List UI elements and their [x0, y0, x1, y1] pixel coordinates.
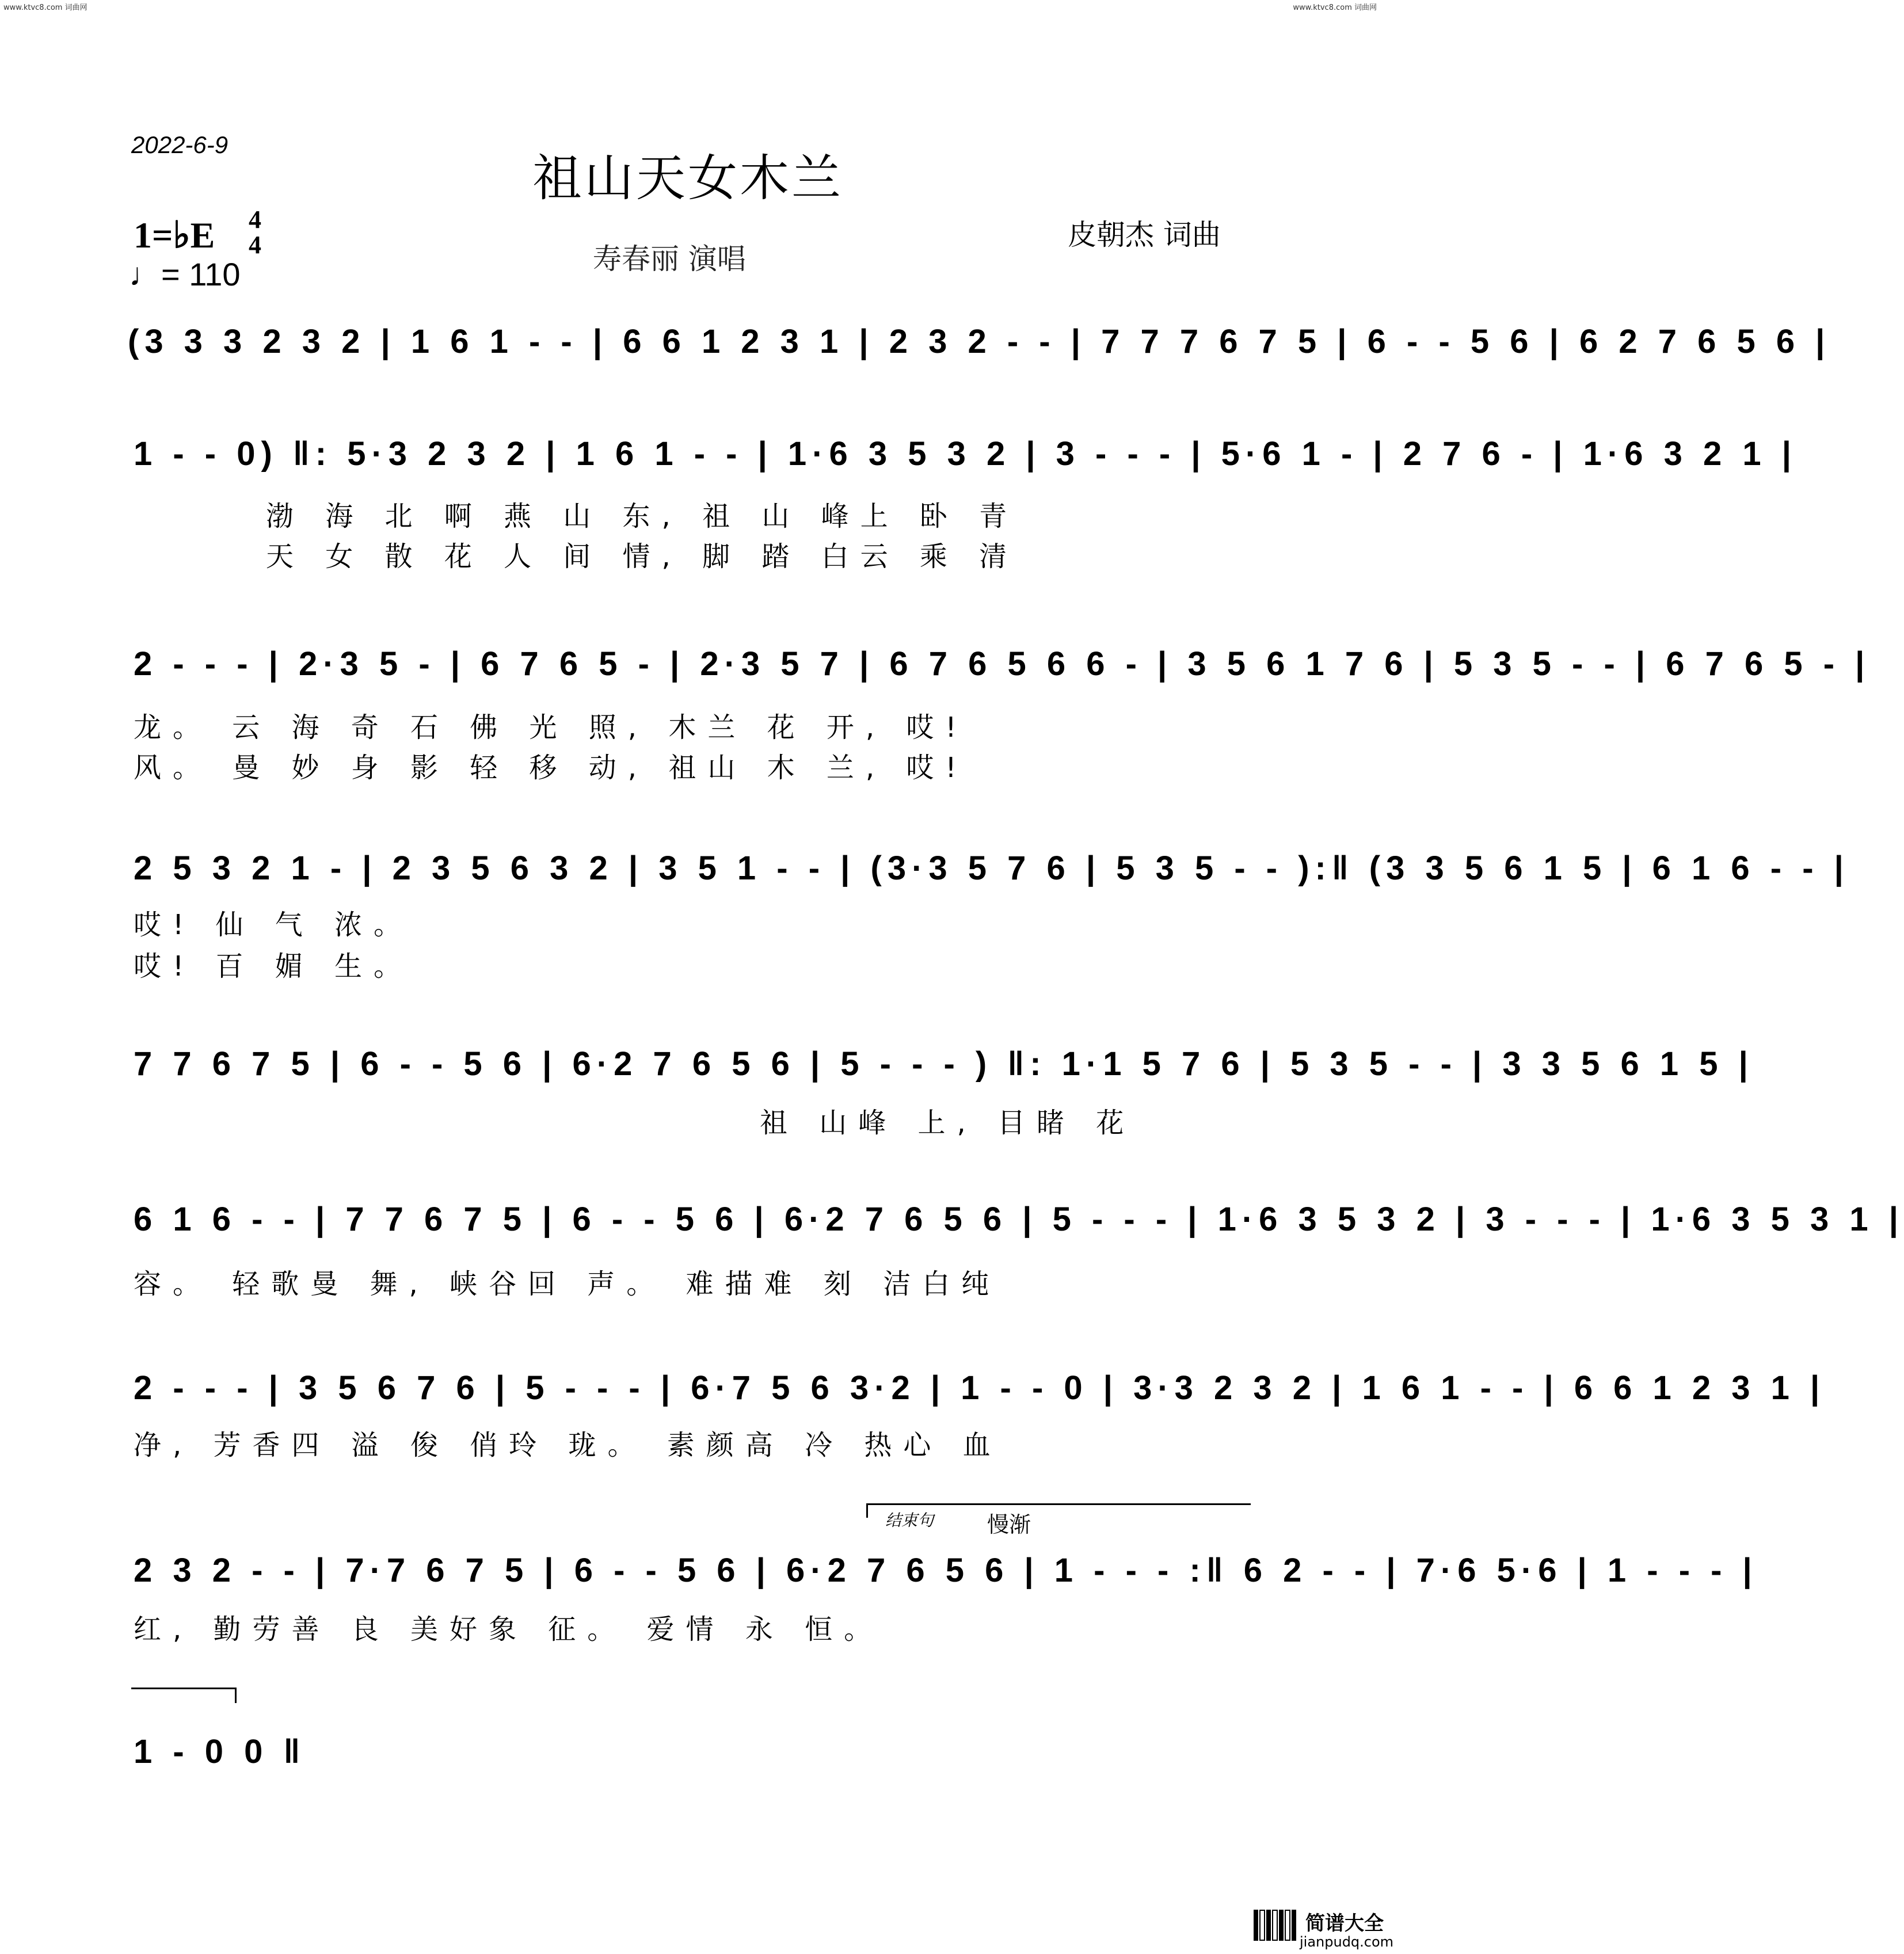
- ending-bracket-close: [131, 1688, 237, 1703]
- lyrics-line-3b: 风。 曼 妙 身 影 轻 移 动, 祖山 木 兰, 哎!: [134, 752, 968, 784]
- lyrics-line-2a: 渤 海 北 啊 燕 山 东, 祖 山 峰上 卧 青: [266, 500, 1019, 532]
- lyrics-line-8: 红, 勤劳善 良 美好象 征。 爱情 永 恒。: [134, 1613, 884, 1646]
- watermark-right: www.ktvc8.com 词曲网: [1293, 3, 1377, 12]
- author-credit: 皮朝杰 词曲: [1068, 218, 1221, 252]
- tempo-marking: ♩= 110: [129, 256, 241, 292]
- lyrics-line-3a: 龙。 云 海 奇 石 佛 光 照, 木兰 花 开, 哎!: [134, 711, 968, 744]
- lyrics-line-6: 容。 轻歌曼 舞, 峡谷回 声。 难描难 刻 洁白纯: [134, 1268, 1001, 1300]
- score-line-2: 1 - - 0) ‖: 5·3 2 3 2 | 1 6 1 - - | 1·6 3 5 3 2 | 3 - - - | 5·6 1 - | 2 7 6 - | 1·6 3 2 1 |: [134, 435, 1797, 473]
- score-line-8: 2 3 2 - - | 7·7 6 7 5 | 6 - - 5 6 | 6·2 7 6 5 6 | 1 - - - :‖ 6 2 - - | 7·6 5·6 | 1 - - - |: [134, 1552, 1758, 1589]
- page-title: 祖山天女木兰: [532, 150, 843, 207]
- score-line-7: 2 - - - | 3 5 6 7 6 | 5 - - - | 6·7 5 6 3·2 | 1 - - 0 | 3·3 2 3 2 | 1 6 1 - - | 6 6 1 2 3 1 |: [134, 1369, 1826, 1407]
- tempo-change-mark: 慢渐: [987, 1512, 1031, 1537]
- score-line-1: (3 3 3 2 3 2 | 1 6 1 - - | 6 6 1 2 3 1 | 2 3 2 - - | 7 7 7 6 7 5 | 6 - - 5 6 | 6 2 7 6 5 6 |: [128, 323, 1831, 360]
- date: 2022-6-9: [131, 131, 229, 158]
- lyrics-line-4b: 哎! 百 媚 生。: [134, 950, 413, 982]
- score-line-5: 7 7 6 7 5 | 6 - - 5 6 | 6·2 7 6 5 6 | 5 - - - ) ‖: 1·1 5 7 6 | 5 3 5 - - | 3 3 5 6 1 5 |: [134, 1045, 1754, 1083]
- score-line-3: 2 - - - | 2·3 5 - | 6 7 6 5 - | 2·3 5 7 | 6 7 6 5 6 6 - | 3 5 6 1 7 6 | 5 3 5 - - | 6 7 6 5 - |: [134, 645, 1871, 683]
- footer-site: jianpudq.com: [1300, 1934, 1394, 1950]
- time-signature-top: 4: [249, 205, 261, 234]
- time-signature: [249, 207, 261, 258]
- lyrics-line-4a: 哎! 仙 气 浓。: [134, 909, 413, 941]
- score-line-9: 1 - 0 0 ‖: [134, 1733, 306, 1770]
- score-line-4: 2 5 3 2 1 - | 2 3 5 6 3 2 | 3 5 1 - - | (3·3 5 7 6 | 5 3 5 - - ):‖ (3 3 5 6 1 5 | 6 1 6 - - |: [134, 850, 1849, 887]
- piano-keys-icon: [1254, 1910, 1296, 1941]
- lyrics-line-7: 净, 芳香四 溢 俊 俏玲 珑。 素颜高 冷 热心 血: [134, 1429, 1002, 1461]
- ending-label: 结束句: [885, 1511, 934, 1530]
- time-signature-bottom: 4: [249, 231, 261, 259]
- singer-credit: 寿春丽 演唱: [593, 242, 746, 276]
- key-signature: 1=♭E: [134, 215, 215, 256]
- watermark-left: www.ktvc8.com 词曲网: [3, 3, 87, 12]
- lyrics-line-2b: 天 女 散 花 人 间 情, 脚 踏 白云 乘 清: [266, 540, 1019, 573]
- lyrics-line-5: 祖 山峰 上, 目睹 花: [760, 1107, 1136, 1139]
- footer-logo: 简谱大全: [1305, 1912, 1384, 1935]
- score-line-6: 6 1 6 - - | 7 7 6 7 5 | 6 - - 5 6 | 6·2 7 6 5 6 | 5 - - - | 1·6 3 5 3 2 | 3 - - - | 1·6 3 5 3 1 |: [134, 1201, 1904, 1238]
